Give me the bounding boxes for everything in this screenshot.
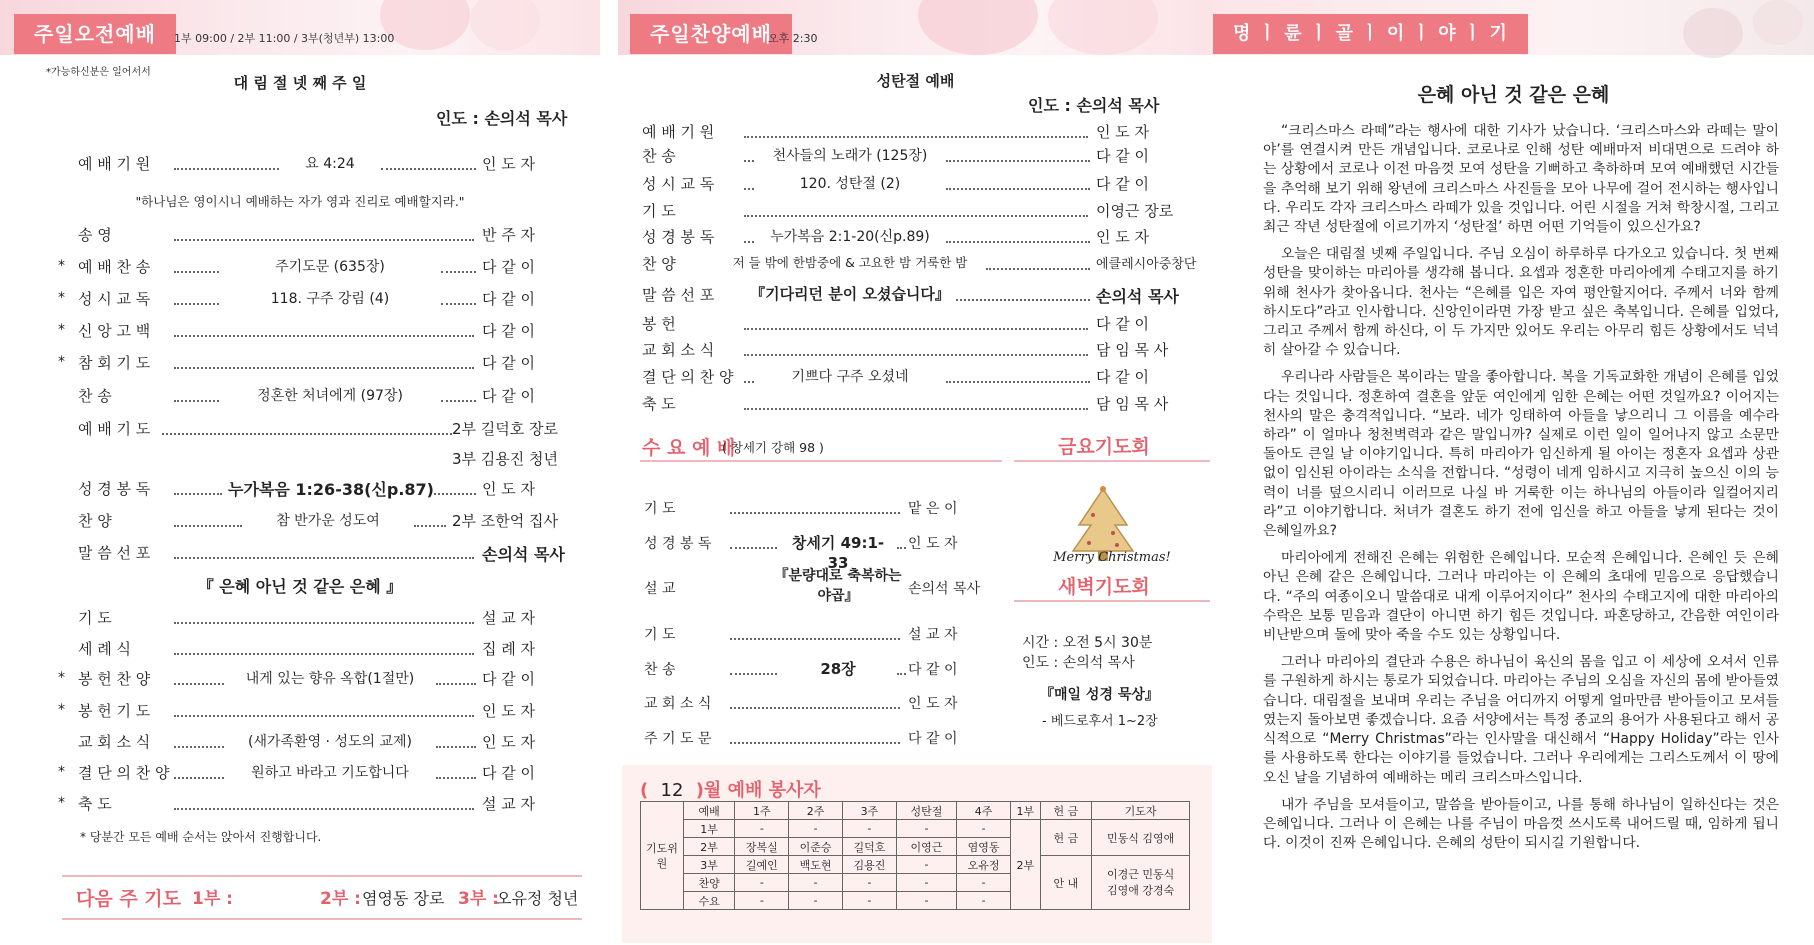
volunteers-title <box>640 776 821 802</box>
order-content: 정혼한 처녀에게 (97장) <box>257 388 403 404</box>
service-times: 1부 09:00 / 2부 11:00 / 3부(청년부) 13:00 <box>174 32 395 45</box>
name-cell: 오유정 <box>957 856 1011 874</box>
order-person: 인 도 자 <box>1096 228 1150 246</box>
order-label: 찬 송 <box>78 387 112 405</box>
section-tag: 주일찬양예배 <box>630 14 792 54</box>
leader-dots <box>744 408 1088 410</box>
leader-dots <box>730 512 900 514</box>
dawn-passage: - 베드로후서 1~2장 <box>1042 714 1158 729</box>
dawn-title: 새벽기도회 <box>1058 576 1150 598</box>
name-cell: - <box>957 892 1011 910</box>
order-content: (새가족환영 · 성도의 교제) <box>248 734 412 750</box>
next-week-2bu: 염영동 장로 <box>362 889 445 908</box>
order-label: 설 교 <box>644 581 676 597</box>
col-header: 예배 <box>683 802 735 820</box>
order-label: 예 배 기 도 <box>78 420 151 438</box>
dawn-leader: 인도 : 손의석 목사 <box>1022 655 1135 671</box>
col-header: 성탄절 <box>896 802 956 820</box>
order-label: 말 씀 선 포 <box>642 286 715 304</box>
order-person: 다 같 이 <box>908 662 958 678</box>
name-cell: - <box>896 856 956 874</box>
leader-dots <box>946 188 1090 190</box>
required-standing-mark: * <box>58 702 65 718</box>
order-content: 28장 <box>820 660 856 678</box>
name-cell: 백도현 <box>789 856 843 874</box>
order-label: 성 경 봉 독 <box>78 480 151 498</box>
col-header: 3주 <box>843 802 897 820</box>
col-header: 1부 <box>1010 802 1040 820</box>
order-person: 이영근 장로 <box>1096 202 1174 220</box>
order-person: 설 교 자 <box>482 609 536 627</box>
order-label: 결 단 의 찬 양 <box>78 764 170 782</box>
part-2-cell: 2부 <box>1010 820 1040 910</box>
order-content: 『기다리던 분이 오셨습니다』 <box>750 285 950 303</box>
col-header: 기도자 <box>1092 802 1190 820</box>
leader-dots <box>946 160 1090 162</box>
order-person: 다 같 이 <box>482 764 536 782</box>
col-header: 1주 <box>735 802 789 820</box>
leader-dots <box>162 433 452 435</box>
leader-dots <box>436 746 476 748</box>
friday-title: 금요기도회 <box>1058 436 1150 458</box>
wednesday-line <box>640 460 1002 462</box>
name-cell: - <box>896 874 956 892</box>
service-title: 대 림 절 넷 째 주 일 <box>233 74 367 92</box>
story-column <box>1213 0 1814 945</box>
order-person: 반 주 자 <box>482 226 536 244</box>
order-label: 찬 송 <box>644 662 676 678</box>
leader-dots <box>744 160 754 162</box>
next-week-top-line <box>62 875 582 877</box>
order-person: 담 임 목 사 <box>1096 395 1169 413</box>
required-standing-mark: * <box>58 764 65 780</box>
leader-dots <box>744 241 754 243</box>
order-label: 세 례 식 <box>78 640 132 658</box>
usher-names <box>1092 856 1190 910</box>
leader-dots <box>730 638 900 640</box>
leader-dots <box>730 707 900 709</box>
leader-dots <box>174 525 242 527</box>
name-cell: 장복실 <box>735 838 789 856</box>
order-label: 성 경 봉 독 <box>642 228 715 246</box>
leader-dots <box>174 271 219 273</box>
leader-dots <box>174 168 279 170</box>
leader-dots <box>174 653 474 655</box>
order-label: 봉 헌 <box>642 315 676 333</box>
required-standing-mark: * <box>58 670 65 686</box>
name-cell: - <box>896 820 956 838</box>
order-content: 120. 성탄절 (2) <box>799 176 901 192</box>
next-week-1bu: 1부 : <box>192 889 233 909</box>
order-person: 설 교 자 <box>482 795 536 813</box>
flower-decoration <box>1048 0 1158 55</box>
sermon-title: 『 은혜 아닌 것 같은 은혜 』 <box>197 577 403 596</box>
leader-dots <box>174 239 474 241</box>
order-label: 예 배 기 원 <box>642 123 715 141</box>
order-label: 봉 헌 기 도 <box>78 702 151 720</box>
order-person: 다 같 이 <box>482 354 536 372</box>
service-cell: 3부 <box>683 856 735 874</box>
dawn-time: 시간 : 오전 5시 30분 <box>1022 635 1153 651</box>
service-title: 성탄절 예배 <box>876 72 955 90</box>
volunteers-table <box>640 801 1190 910</box>
leader-dots <box>436 777 476 779</box>
section-tag: 주일오전예배 <box>14 14 176 54</box>
order-person: 다 같 이 <box>482 290 536 308</box>
dawn-line <box>1014 600 1210 602</box>
story-paragraph: 우리나라 사람들은 복이라는 말을 좋아합니다. 복을 기독교화한 개념이 은혜를 입었다는 것입니다. 정혼하여 결혼을 앞둔 여인에게 임한 은혜는 어떤 것일까요? 이어지는 천사의 말은 충격적입니다. “보라. 네가 잉태하여 아들을 낳으리니 그 이름을 예수라 하라” 이 얼마나 청천벽력과 같은 말입니까? 실제로 이런 일이 일어나지 않고 소문만 돌아도 큰일 날 이야기입니다. 특히 마리아가 임신하게 될 아이는 정혼자 요셉과 상관없이 임신된 아이라는 소식을 전합니다. “성령이 네게 임하시고 지극히 높으신 이의 능력이 너를 덮으시리니 이러므로 나실 바 거룩한 이는 하나님의 아들이라 일컬어지리라”고 이야기합니다. 처녀가 결혼도 하기 전에 임신을 하고 아들을 낳게 된다는 것이 은혜일까요? <box>1263 369 1779 540</box>
leader-dots <box>730 742 900 744</box>
order-person: 손의석 목사 <box>1096 287 1179 306</box>
order-label: 송 영 <box>78 226 112 244</box>
leader-dots <box>730 547 777 549</box>
volunteers-month: 12 <box>660 780 684 801</box>
leader-dots <box>946 241 1090 243</box>
leader-dots <box>174 777 224 779</box>
order-content: 원하고 바라고 기도합니다 <box>251 765 409 781</box>
flower-decoration <box>470 0 540 50</box>
order-person: 다 같 이 <box>1096 368 1150 386</box>
leader-dots <box>174 400 219 402</box>
order-person: 다 같 이 <box>482 258 536 276</box>
story-paragraph: “크리스마스 라떼”라는 행사에 대한 기사가 났습니다. ‘크리스마스와 라떼는 말이야’를 연결시켜 만든 개념입니다. 코로나로 인해 성탄 예배마저 비대면으로 드려야 하는 상황에서 코로나 이전 마음껏 모여 성탄을 기뻐하고 축하하며 모여 예배했던 시간들을 추억해 보기 위해 왕년에 크리스마스 사진들을 모아 나무에 걸어 전시하는 행사입니다. 우리도 각자 크리스마스 라떼가 있을 것입니다. 어린 시절을 거쳐 학창시절, 그리고 최근 작년 성탄절에 이르기까지 ‘성탄절’ 하면 어떤 기억들이 있으신가요? <box>1263 123 1779 236</box>
order-content: 요 4:24 <box>305 156 355 172</box>
name-cell: - <box>789 874 843 892</box>
order-person: 다 같 이 <box>1096 147 1150 165</box>
order-label: 찬 송 <box>642 147 676 165</box>
leader-dots <box>174 808 474 810</box>
name-cell: 이준승 <box>789 838 843 856</box>
section-tag: 명 ㅣ 륜 ㅣ 골 ㅣ 이 ㅣ 야 ㅣ 기 <box>1213 14 1528 54</box>
service-leader: 인도 : 손의석 목사 <box>1028 96 1160 115</box>
next-week-2bu-label: 2부 : <box>320 889 361 909</box>
order-person: 인 도 자 <box>908 536 958 552</box>
order-label: 축 도 <box>642 395 676 413</box>
order-label: 예 배 기 원 <box>78 155 151 173</box>
order-label: 기 도 <box>644 627 676 643</box>
story-paragraph: 그러나 마리아의 결단과 수용은 하나님이 육신의 몸을 입고 이 세상에 오셔서 인류를 구원하게 하시는 통로가 되었습니다. 마리아는 주님의 오심을 자신의 몸에 받아들였습니다. 대림절을 보내며 우리는 주님을 어디까지 어떻게 얼마만큼 받아들이고 모셔들였는지 돌아보면 좋겠습니다. 요즘 서양에서는 특정 종교의 용어가 사용된다고 해서 공식적으로 “Merry Christmas”라는 인사말을 대신해서 “Happy Holiday”라는 인사를 사용하도록 한다는 이야기를 들었습니다. 그러나 우리에게는 그리스도께서 이 땅에 오신 날을 기념하여 예배하는 메리 크리스마스입니다. <box>1263 654 1779 786</box>
leader-dots <box>174 335 474 337</box>
order-person: 인 도 자 <box>908 696 958 712</box>
leader-dots <box>434 493 476 495</box>
order-person: 인 도 자 <box>482 702 536 720</box>
name-cell: 이영근 <box>896 838 956 856</box>
leader-dots <box>174 622 474 624</box>
title-rest: )월 예배 봉사자 <box>695 780 821 801</box>
order-person: 다 같 이 <box>482 322 536 340</box>
order-label: 교 회 소 식 <box>78 733 151 751</box>
order-label: 신 앙 고 백 <box>78 322 151 340</box>
order-label: 성 시 교 독 <box>78 290 151 308</box>
offering-label: 헌 금 <box>1040 820 1092 856</box>
order-label: 교 회 소 식 <box>642 341 715 359</box>
leader-dots <box>441 303 476 305</box>
required-standing-mark: * <box>58 290 65 306</box>
friday-line <box>1014 460 1210 462</box>
leader-dots <box>744 188 754 190</box>
required-standing-mark: * <box>58 258 65 274</box>
leader-dots <box>174 746 224 748</box>
leader-dots <box>897 547 906 549</box>
order-label: 봉 헌 찬 양 <box>78 670 151 688</box>
order-content: 기쁘다 구주 오셨네 <box>791 369 909 385</box>
order-content: 누가복음 2:1-20(신p.89) <box>770 229 930 245</box>
col-header: 2주 <box>789 802 843 820</box>
order-content: 118. 구주 강림 (4) <box>270 291 390 307</box>
order-person: 인 도 자 <box>1096 123 1150 141</box>
dawn-book: 『매일 성경 묵상』 <box>1040 687 1159 703</box>
order-person: 에클레시아중창단 <box>1096 257 1197 272</box>
order-person: 다 같 이 <box>482 670 536 688</box>
leader-dots <box>986 268 1090 270</box>
order-label: 기 도 <box>78 609 112 627</box>
order-person: 맡 은 이 <box>908 501 958 517</box>
leader-dots <box>441 400 476 402</box>
order-label: 기 도 <box>644 501 676 517</box>
wednesday-subtitle: ( 창세기 강해 98 ) <box>722 440 824 455</box>
teacup-decoration <box>1683 8 1743 58</box>
order-label: 주 기 도 문 <box>644 731 712 747</box>
leader-dots <box>946 381 1090 383</box>
required-standing-mark: * <box>58 322 65 338</box>
flower-decoration <box>918 0 1038 55</box>
col-header: 헌 금 <box>1040 802 1092 820</box>
title-paren-open: ( <box>640 780 649 801</box>
next-week-3bu: 오유정 청년 <box>496 889 579 908</box>
leader-dots <box>174 715 474 717</box>
leader-dots <box>414 525 446 527</box>
service-leader: 인도 : 손의석 목사 <box>436 109 568 128</box>
leader-dots <box>174 367 474 369</box>
order-content: 주기도문 (635장) <box>275 259 385 275</box>
order-person: 2부 조한억 집사 <box>452 512 559 530</box>
name-cell: - <box>735 820 789 838</box>
footnote: * 당분간 모든 예배 순서는 앉아서 진행합니다. <box>80 830 322 844</box>
order-label: 참 회 기 도 <box>78 354 151 372</box>
offering-names: 민동식 김영애 <box>1092 820 1190 856</box>
story-paragraph: 내가 주님을 모셔들이고, 말씀을 받아들이고, 나를 통해 하나님이 일하신다는 것은 은혜입니다. 그러나 이 은혜는 나를 주님이 마음껏 쓰시도록 내어드릴 때, 임하게 됩니다. 이것이 진짜 은혜입니다. 은혜의 성탄이 되시길 기원합니다. <box>1263 796 1779 852</box>
wednesday-title: 수 요 예 배 <box>642 437 736 459</box>
order-label: 성 시 교 독 <box>642 175 715 193</box>
name-cell: - <box>735 874 789 892</box>
name-cell: 길덕호 <box>843 838 897 856</box>
standing-note: *가능하신분은 일어서서 <box>46 67 151 78</box>
order-label: 예 배 찬 송 <box>78 258 151 276</box>
order-label: 기 도 <box>642 202 676 220</box>
name-cell: - <box>957 874 1011 892</box>
required-standing-mark: * <box>58 795 65 811</box>
usher-names-line: 김영애 강경숙 <box>1106 883 1175 897</box>
leader-dots <box>436 683 476 685</box>
table-row <box>641 856 1190 874</box>
order-content: 누가복음 1:26-38(신p.87) <box>228 480 434 499</box>
leader-dots <box>744 136 1088 138</box>
name-cell: 김용진 <box>843 856 897 874</box>
service-cell: 수요 <box>683 892 735 910</box>
order-person: 담 임 목 사 <box>1096 341 1169 359</box>
leader-dots <box>441 271 476 273</box>
order-person: 손의석 목사 <box>908 581 981 597</box>
order-label: 찬 양 <box>78 512 112 530</box>
order-person: 설 교 자 <box>908 627 958 643</box>
leader-dots <box>744 328 1088 330</box>
next-week-3bu-label: 3부 : <box>458 889 499 909</box>
order-content: 저 들 밖에 한밤중에 & 고요한 밤 거룩한 밤 <box>732 255 968 270</box>
order-person: 인 도 자 <box>482 733 536 751</box>
leader-dots <box>897 673 906 675</box>
order-content: 천사들의 노래가 (125장) <box>772 148 928 164</box>
name-cell: - <box>789 892 843 910</box>
order-content: 창세기 49:1-33 <box>791 534 885 572</box>
teapot-decoration <box>1753 0 1803 45</box>
service-cell: 찬양 <box>683 874 735 892</box>
order-content: 『분량대로 축복하는 야곱』 <box>774 568 902 604</box>
name-cell: - <box>735 892 789 910</box>
required-standing-mark: * <box>58 354 65 370</box>
order-person: 인 도 자 <box>482 480 536 498</box>
scripture-quote: "하나님은 영이시니 예배하는 자가 영과 진리로 예배할지라." <box>135 194 465 209</box>
story-paragraph: 오늘은 대림절 넷째 주일입니다. 주님 오심이 하루하루 다가오고 있습니다. 첫 번째 성탄을 맞이하는 마리아를 생각해 봅니다. 요셉과 정혼한 마리아에게 수태고지를 하기 위해 천사가 찾아옵니다. 천사는 “은혜를 입은 자여 평안할지어다. 주께서 너와 함께 하시도다”라고 인사합니다. 신앙인이라면 가장 받고 싶은 축복입니다. 은혜를 입었다, 그리고 주께서 함께 하신다, 이 두 가지만 있어도 우리는 아무리 힘든 상황에서도 넉넉히 살아갈 수 있습니다. <box>1263 246 1779 359</box>
story-title: 은혜 아닌 것 같은 은혜 <box>1417 84 1610 106</box>
leader-dots <box>744 381 754 383</box>
name-cell: - <box>843 820 897 838</box>
order-person: 손의석 목사 <box>482 545 565 564</box>
order-label: 교 회 소 식 <box>644 696 712 712</box>
card-greeting: Merry Christmas! <box>1053 550 1171 565</box>
service-cell: 1부 <box>683 820 735 838</box>
col-header: 4주 <box>957 802 1011 820</box>
table-row <box>641 820 1190 838</box>
next-week-bottom-line <box>62 918 582 920</box>
service-cell: 2부 <box>683 838 735 856</box>
morning-service-column <box>0 0 600 945</box>
name-cell: 염영동 <box>957 838 1011 856</box>
order-person: 3부 김용진 청년 <box>452 450 559 468</box>
name-cell: - <box>957 820 1011 838</box>
order-label: 말 씀 선 포 <box>78 544 151 562</box>
name-cell: - <box>896 892 956 910</box>
order-person: 인 도 자 <box>482 155 536 173</box>
usher-names-line: 이경근 민동식 <box>1106 867 1175 881</box>
leader-dots <box>174 493 222 495</box>
name-cell: - <box>843 892 897 910</box>
leader-dots <box>174 557 474 559</box>
next-week-title: 다음 주 기도 <box>76 888 181 910</box>
order-label: 성 경 봉 독 <box>644 536 712 552</box>
group-label: 기도위원 <box>641 802 684 910</box>
order-person: 다 같 이 <box>1096 315 1150 333</box>
order-label: 찬 양 <box>642 255 676 273</box>
leader-dots <box>174 683 224 685</box>
usher-label: 안 내 <box>1040 856 1092 910</box>
story-paragraph: 마리아에게 전해진 은혜는 위험한 은혜입니다. 모순적 은혜입니다. 은혜인 듯 은혜 아닌 은혜 같은 은혜입니다. 그러나 마리아는 이 은혜의 초대에 믿음으로 응답했습니다. “주의 여종이오니 말씀대로 내게 이루어지이다” 천사의 수태고지에 대한 마리아의 수락은 보통 믿음과 결단이 아니면 하기 힘든 것입니다. 파혼당하고, 간음한 여인이라 비난받으며 돌에 맞아 죽을 수도 있는 상황입니다. <box>1263 550 1779 644</box>
name-cell: - <box>789 820 843 838</box>
name-cell: 길예인 <box>735 856 789 874</box>
leader-dots <box>744 215 1088 217</box>
order-label: 결 단 의 찬 양 <box>642 368 734 386</box>
story-body <box>1263 122 1779 861</box>
order-content: 내게 있는 향유 옥합(1절만) <box>245 671 415 687</box>
service-time: 오후 2:30 <box>768 32 818 45</box>
order-person: 집 례 자 <box>482 640 536 658</box>
order-person: 2부 길덕호 장로 <box>452 420 559 438</box>
leader-dots <box>956 299 1090 301</box>
leader-dots <box>730 673 777 675</box>
order-person: 다 같 이 <box>908 731 958 747</box>
leader-dots <box>174 303 219 305</box>
leader-dots <box>381 168 476 170</box>
order-content: 참 반가운 성도여 <box>276 513 380 529</box>
leader-dots <box>744 354 1088 356</box>
order-person: 다 같 이 <box>1096 175 1150 193</box>
name-cell: - <box>843 874 897 892</box>
order-person: 다 같 이 <box>482 387 536 405</box>
order-label: 축 도 <box>78 795 112 813</box>
